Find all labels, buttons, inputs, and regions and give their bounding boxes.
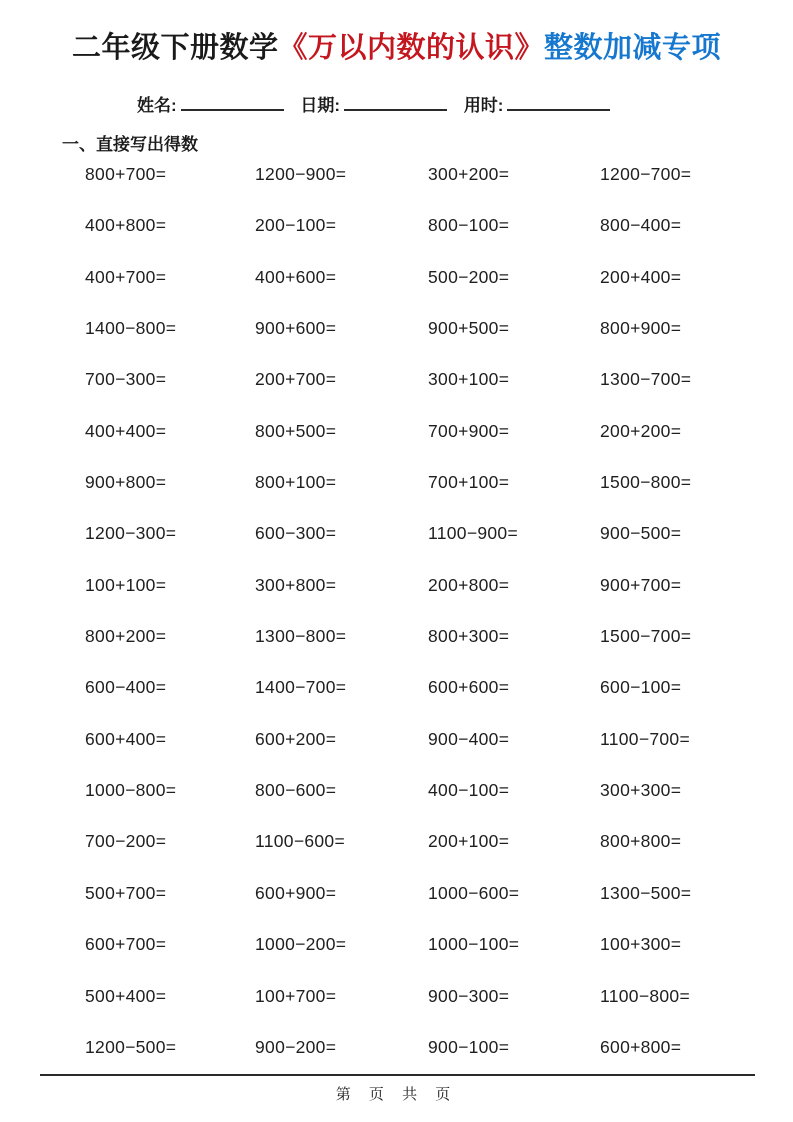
math-problem: 600+600= [428, 677, 510, 698]
math-problem: 1200−300= [85, 523, 177, 544]
math-problem: 1000−800= [85, 780, 177, 801]
math-problem: 900+500= [428, 318, 510, 339]
math-problem: 1000−200= [255, 934, 347, 955]
math-problem: 800+800= [600, 831, 682, 852]
math-problem: 900−400= [428, 728, 510, 749]
math-problem: 700+900= [428, 420, 510, 441]
math-problem: 700+100= [428, 472, 510, 493]
math-problem: 600−100= [600, 677, 682, 698]
math-problem: 900−500= [600, 523, 682, 544]
math-problem: 100+100= [85, 574, 167, 595]
math-problem: 1100−900= [428, 523, 518, 544]
math-problem: 400+800= [85, 215, 167, 236]
math-problem: 1100−800= [600, 985, 690, 1006]
math-problem: 1100−600= [255, 831, 345, 852]
math-problem: 500+700= [85, 882, 167, 903]
math-problem: 200+100= [428, 831, 510, 852]
math-problem: 900−100= [428, 1036, 510, 1057]
math-problem: 1000−600= [428, 882, 520, 903]
footer-divider [40, 1074, 755, 1076]
math-problem: 1000−100= [428, 934, 520, 955]
math-problem: 800+100= [255, 472, 337, 493]
math-problem: 900−300= [428, 985, 510, 1006]
math-problem: 800−400= [600, 215, 682, 236]
math-problem: 900+600= [255, 318, 337, 339]
time-blank [507, 96, 610, 111]
math-problem: 700−300= [85, 369, 167, 390]
math-problem: 900−200= [255, 1036, 337, 1057]
section-heading: 一、直接写出得数 [62, 135, 198, 154]
math-problem: 700−200= [85, 831, 167, 852]
title-topic-segment: 《万以内数的认识》 [278, 32, 544, 64]
math-problem: 1200−900= [255, 164, 347, 184]
math-problem: 300+200= [428, 164, 510, 184]
math-problem: 1300−500= [600, 882, 692, 903]
math-problem: 900+700= [600, 574, 682, 595]
math-problem: 400−100= [428, 780, 510, 801]
name-label: 姓名: [137, 96, 177, 115]
math-problem: 1500−700= [600, 626, 692, 647]
math-problem: 800+300= [428, 626, 510, 647]
math-problem: 400+400= [85, 420, 167, 441]
math-problem: 800+500= [255, 420, 337, 441]
math-problem: 200+800= [428, 574, 510, 595]
math-problem: 300+800= [255, 574, 337, 595]
math-problem: 1500−800= [600, 472, 692, 493]
math-problem: 900+800= [85, 472, 167, 493]
math-problem: 400+700= [85, 266, 167, 287]
name-blank [181, 96, 284, 111]
math-problem: 200+200= [600, 420, 682, 441]
math-problem: 600+700= [85, 934, 167, 955]
date-blank [344, 96, 447, 111]
math-problem: 400+600= [255, 266, 337, 287]
problems-grid [85, 161, 793, 1085]
student-info-line [137, 91, 793, 116]
math-problem: 800+200= [85, 626, 167, 647]
title-grade-segment: 二年级下册数学 [71, 32, 279, 64]
math-problem: 600+200= [255, 728, 337, 749]
page-title [0, 0, 793, 66]
page-number-text: 第 页 共 页 [335, 1086, 458, 1103]
math-problem: 500+400= [85, 985, 167, 1006]
math-problem: 100+300= [600, 934, 682, 955]
math-problem: 300+100= [428, 369, 510, 390]
math-problem: 600−400= [85, 677, 167, 698]
math-problem: 300+300= [600, 780, 682, 801]
math-problem: 1200−700= [600, 164, 692, 184]
math-problem: 800−600= [255, 780, 337, 801]
title-exercise-segment: 整数加减专项 [544, 32, 722, 64]
math-problem: 500−200= [428, 266, 510, 287]
math-problem: 1400−700= [255, 677, 347, 698]
math-problem: 800−100= [428, 215, 510, 236]
math-problem: 800+900= [600, 318, 682, 339]
math-problem: 600+400= [85, 728, 167, 749]
math-problem: 1200−500= [85, 1036, 177, 1057]
math-problem: 600+800= [600, 1036, 682, 1057]
math-problem: 1400−800= [85, 318, 177, 339]
math-problem: 1100−700= [600, 728, 690, 749]
math-problem: 1300−700= [600, 369, 692, 390]
math-problem: 100+700= [255, 985, 337, 1006]
math-problem: 200+400= [600, 266, 682, 287]
time-label: 用时: [463, 96, 504, 115]
math-problem: 800+700= [85, 164, 167, 184]
math-problem: 200+700= [255, 369, 337, 390]
math-problem: 200−100= [255, 215, 337, 236]
math-problem: 600−300= [255, 523, 337, 544]
math-problem: 600+900= [255, 882, 337, 903]
date-label: 日期: [300, 96, 341, 115]
math-problem: 1300−800= [255, 626, 347, 647]
